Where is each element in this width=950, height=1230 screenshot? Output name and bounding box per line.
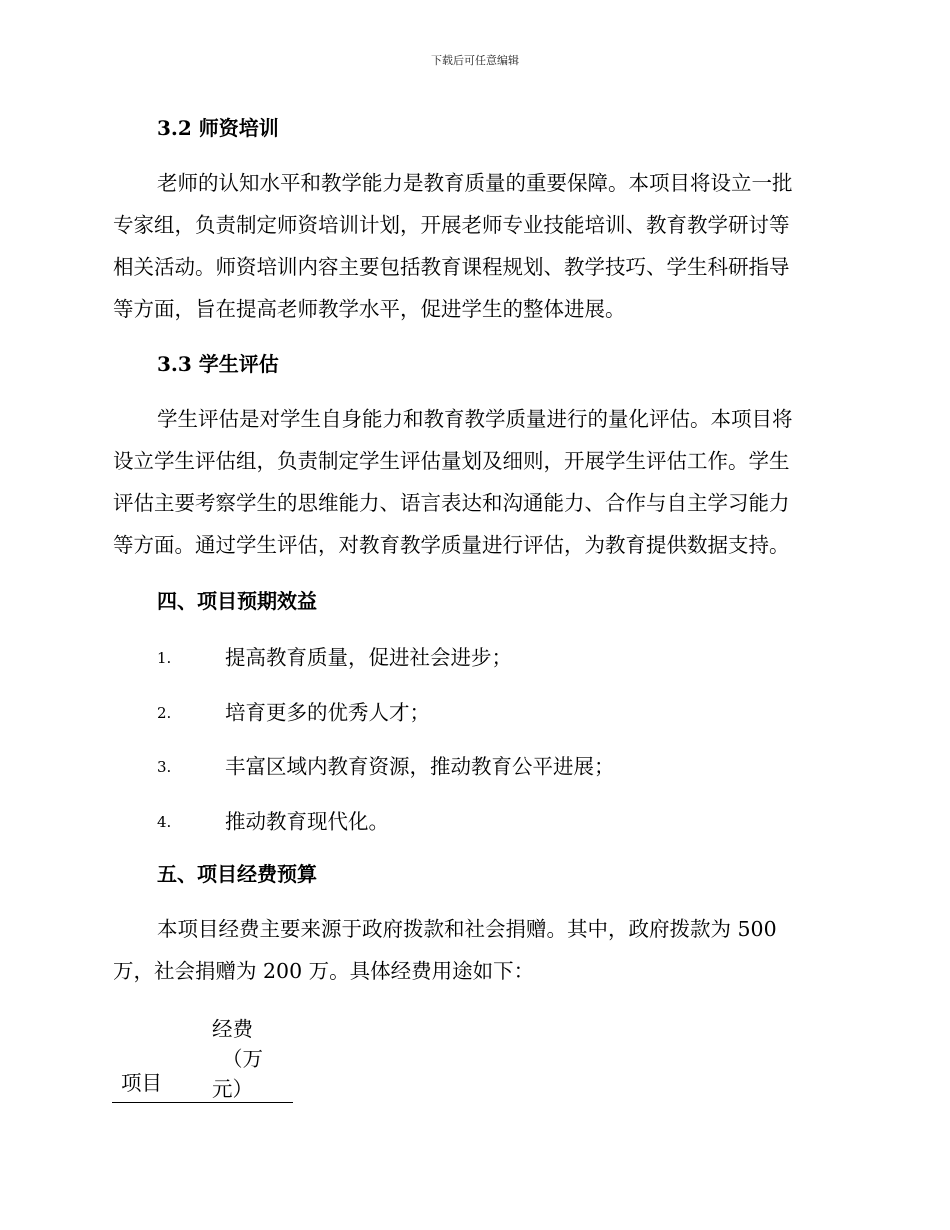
section-heading-3-3: 3.3 学生评估 [157, 352, 279, 376]
list-item [157, 642, 512, 672]
budget-table-header [112, 1012, 293, 1103]
section-heading-5: 五、项目经费预算 [157, 862, 317, 886]
table-header-budget-line: 经费 [212, 1017, 253, 1041]
paragraph-line: 相关活动。师资培训内容主要包括教育课程规划、教学技巧、学生科研指导 [113, 255, 790, 279]
list-item [157, 751, 615, 781]
table-header-budget-line: （万 [222, 1047, 263, 1071]
paragraph-line: 评估主要考察学生的思维能力、语言表达和沟通能力、合作与自主学习能力 [113, 491, 790, 515]
paragraph-teacher-training [113, 162, 833, 330]
list-number: 1. [157, 648, 172, 667]
paragraph-line: 等方面。通过学生评估，对教育教学质量进行评估，为教育提供数据支持。 [113, 533, 790, 557]
paragraph-line: 设立学生评估组，负责制定学生评估量划及细则，开展学生评估工作。学生 [113, 449, 790, 473]
list-item [157, 806, 389, 836]
section-heading-3-2: 3.2 师资培训 [157, 116, 279, 140]
table-header-item: 项目 [121, 1071, 162, 1095]
paragraph-line: 等方面，旨在提高老师教学水平，促进学生的整体进展。 [113, 297, 626, 321]
list-number: 3. [157, 757, 172, 776]
page-header: 下载后可任意编辑 [431, 54, 519, 67]
list-text: 提高教育质量，促进社会进步； [225, 645, 512, 670]
paragraph-student-assessment [113, 398, 833, 566]
list-text: 丰富区域内教育资源，推动教育公平进展； [225, 754, 615, 779]
list-item [157, 697, 430, 727]
paragraph-line: 本项目经费主要来源于政府拨款和社会捐赠。其中，政府拨款为 500 [157, 917, 777, 941]
paragraph-line: 学生评估是对学生自身能力和教育教学质量进行的量化评估。本项目将 [157, 407, 793, 431]
table-header-budget [212, 1014, 272, 1104]
list-number: 4. [157, 812, 172, 831]
paragraph-line: 专家组，负责制定师资培训计划，开展老师专业技能培训、教育教学研讨等 [113, 213, 790, 237]
table-header-budget-line: 元） [212, 1077, 253, 1101]
paragraph-line: 老师的认知水平和教学能力是教育质量的重要保障。本项目将设立一批 [157, 171, 793, 195]
paragraph-line: 万，社会捐赠为 200 万。具体经费用途如下： [113, 959, 535, 983]
list-number: 2. [157, 703, 172, 722]
list-text: 推动教育现代化。 [225, 809, 389, 834]
section-heading-4: 四、项目预期效益 [157, 589, 317, 613]
paragraph-budget [113, 908, 833, 992]
list-text: 培育更多的优秀人才； [225, 700, 430, 725]
